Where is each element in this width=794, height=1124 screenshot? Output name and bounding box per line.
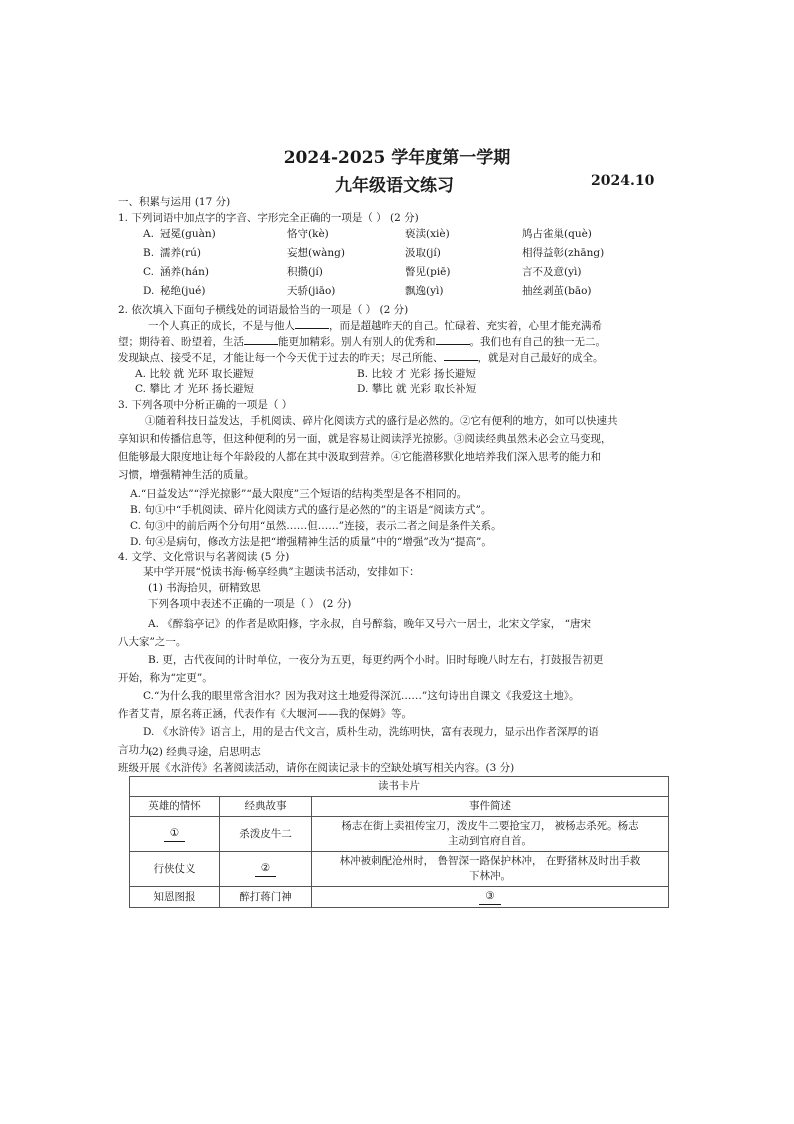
table-cell: 行侠仗义 xyxy=(130,852,220,887)
q2-text: 。我们也有自己的独一无二。 xyxy=(469,336,606,348)
q2-passage-line xyxy=(118,350,604,366)
q4-stem: 4. 文学、文化常识与名著阅读 (5 分) xyxy=(118,551,290,563)
table-header-row xyxy=(130,797,669,817)
q1-option-d-item: 抽丝剥茧(bāo) xyxy=(522,285,592,297)
q1-option-a-item: 冠冕(guàn) xyxy=(160,228,216,240)
column-header: 英雄的情怀 xyxy=(130,797,220,817)
table-cell: 醉打蒋门神 xyxy=(220,887,312,908)
q4-option-b: B. 更，古代夜间的计时单位，一夜分为五更，每更约两个小时。旧时每晚八时左右，打鼓报告初更 xyxy=(148,654,604,666)
answer-slot[interactable] xyxy=(220,852,312,887)
q2-passage-line xyxy=(118,334,606,350)
q3-passage-line: 享知识和传播信息等，但这种便利的另一面，就是容易让阅读浮光掠影。③阅读经典虽然未必会立马变现， xyxy=(118,433,612,445)
q3-option: C. 句③中的前后两个分句用“虽然……但……”连接，表示二者之间是条件关系。 xyxy=(130,520,502,532)
q2-text: ，就是对自己最好的成全。 xyxy=(477,352,604,364)
answer-blank xyxy=(444,350,478,361)
q2-text: 望；期待着、盼望着，生活 xyxy=(118,336,244,348)
q2-option: C. 攀比 才 光环 扬长避短 xyxy=(135,383,254,395)
q1-option-a-item: 鸠占雀巢(què) xyxy=(522,228,592,240)
blank-marker: ② xyxy=(255,861,276,877)
q1-option-d-item: 秘绝(jué) xyxy=(160,285,206,297)
q2-option: D. 攀比 就 光彩 取长补短 xyxy=(357,383,477,395)
q4-intro: 某中学开展“悦读书海·畅享经典”主题读书活动，安排如下： xyxy=(143,566,420,578)
q1-option-b-item: 汲取(jí) xyxy=(405,247,441,259)
reading-card-table xyxy=(129,776,669,908)
blank-marker: ① xyxy=(164,826,185,842)
q2-text: 能更加精彩。别人有别人的优秀和 xyxy=(278,336,436,348)
q1-option-b-label: B. xyxy=(143,247,155,259)
q1-option-c-item: 积攒(jí) xyxy=(287,266,323,278)
q3-stem: 3. 下列各项中分析正确的一项是（ ） xyxy=(118,399,293,411)
q4-option-b-cont: 开始，称为“定更”。 xyxy=(118,672,213,684)
q4-option-d-cont: 言功力。 xyxy=(118,744,160,756)
q1-option-c-item: 瞥见(piē) xyxy=(405,266,451,278)
answer-slot[interactable] xyxy=(312,887,669,908)
table-row xyxy=(130,887,669,908)
q3-option: D. 句④是病句，修改方法是把“增强精神生活的质量”中的“增强”改为“提高”。 xyxy=(130,536,492,548)
q4-option-d: D. 《水浒传》语言上，用的是古代文言，质朴生动，洗练明快，富有表现力，显示出作者深厚的语 xyxy=(143,726,599,738)
q1-option-c-item: 涵养(hán) xyxy=(160,266,209,278)
q4-option-c: C.“为什么我的眼里常含泪水？因为我对这土地爱得深沉……”这句诗出自课文《我爱这土地》。 xyxy=(143,690,580,702)
answer-blank xyxy=(295,318,329,329)
q4-option-a: A. 《醉翁亭记》的作者是欧阳修，字永叔，自号醉翁，晚年又号六一居士，北宋文学家， “唐宋 xyxy=(148,618,591,630)
answer-slot[interactable] xyxy=(130,817,220,852)
q4-subquestion-2: 班级开展《水浒传》名著阅读活动，请你在阅读记录卡的空缺处填写相关内容。(3 分) xyxy=(118,762,515,774)
table-cell: 知恩图报 xyxy=(130,887,220,908)
q4-subheading: (1) 书海拾贝，研精致思 xyxy=(148,582,261,594)
q2-text: ，而是超越昨天的自己。忙碌着、充实着，心里才能充满希 xyxy=(329,320,602,332)
exam-title: 2024-2025 学年度第一学期 xyxy=(283,148,511,168)
answer-blank xyxy=(436,334,470,345)
q4-option-c-cont: 作者艾青，原名蒋正涵，代表作有《大堰河——我的保姆》等。 xyxy=(118,708,412,720)
q1-option-c-item: 言不及意(yì) xyxy=(522,266,582,278)
q3-passage-line: 但能够最大限度地让每个年龄段的人都在其中汲取到营养。④它能潜移默化地培养我们深入思考的能力和 xyxy=(118,451,601,463)
q2-stem: 2. 依次填入下面句子横线处的词语最恰当的一项是（ ） (2 分) xyxy=(118,304,409,316)
cell-line: 主动到官府自首。 xyxy=(448,835,532,847)
q2-text: 发现缺点、接受不足，才能让每一个今天优于过去的昨天；尽己所能、 xyxy=(118,352,444,364)
cell-line: 林冲被刺配沧州时， 鲁智深一路保护林冲， 在野猪林及时出手救 xyxy=(339,855,641,867)
q3-option: B. 句①中“手机阅读、碎片化阅读方式的盛行是必然的”的主语是“阅读方式”。 xyxy=(130,504,492,516)
table-title-row xyxy=(130,777,669,797)
q4-subheading-2: (2) 经典寻途，启思明志 xyxy=(148,746,261,758)
table-cell xyxy=(312,852,669,887)
q2-passage-line xyxy=(148,318,602,334)
q1-stem: 1. 下列词语中加点字的字音、字形完全正确的一项是（ ） (2 分) xyxy=(118,212,419,224)
q3-passage-line: 习惯，增强精神生活的质量。 xyxy=(118,469,255,481)
table-cell: 杀泼皮牛二 xyxy=(220,817,312,852)
q1-option-c-label: C. xyxy=(143,266,154,278)
q2-option: B. 比较 才 光彩 扬长避短 xyxy=(357,368,476,380)
q1-option-a-item: 恪守(kè) xyxy=(287,228,329,240)
q3-option: A.“日益发达”“浮光掠影”“最大限度”三个短语的结构类型是各不相同的。 xyxy=(130,488,468,500)
blank-marker: ③ xyxy=(479,889,500,905)
q4-option-a-cont: 八大家”之一。 xyxy=(118,636,187,648)
exam-subtitle: 九年级语文练习 xyxy=(335,176,454,196)
exam-date: 2024.10 xyxy=(591,173,655,189)
q1-option-b-item: 相得益彰(zhāng) xyxy=(522,247,605,259)
table-row xyxy=(130,852,669,887)
q1-option-b-item: 濡养(rú) xyxy=(160,247,201,259)
column-header: 经典故事 xyxy=(220,797,312,817)
cell-line: 杨志在街上卖祖传宝刀，泼皮牛二要抢宝刀， 被杨志杀死。杨志 xyxy=(341,820,639,832)
q1-option-d-label: D. xyxy=(143,285,155,297)
cell-line: 下林冲。 xyxy=(469,870,511,882)
answer-blank xyxy=(244,334,278,345)
q1-option-d-item: 飘逸(yì) xyxy=(405,285,444,297)
q4-subquestion: 下列各项中表述不正确的一项是（ ） (2 分) xyxy=(148,598,352,610)
column-header: 事件简述 xyxy=(312,797,669,817)
section-heading: 一、积累与运用 (17 分) xyxy=(118,196,231,208)
q1-option-a-label: A. xyxy=(143,228,154,240)
q1-option-d-item: 天骄(jiāo) xyxy=(287,285,336,297)
table-row xyxy=(130,817,669,852)
q2-text: 一个人真正的成长，不是与他人 xyxy=(148,320,295,332)
reading-card-title: 读书卡片 xyxy=(130,777,669,797)
q1-option-a-item: 亵渎(xiè) xyxy=(405,228,450,240)
table-cell xyxy=(312,817,669,852)
q3-passage-line: ①随着科技日益发达，手机阅读、碎片化阅读方式的盛行是必然的。②它有便利的地方，如可以快速共 xyxy=(145,415,618,427)
q1-option-b-item: 妄想(wàng) xyxy=(287,247,345,259)
q2-option: A. 比较 就 光环 取长避短 xyxy=(135,368,254,380)
